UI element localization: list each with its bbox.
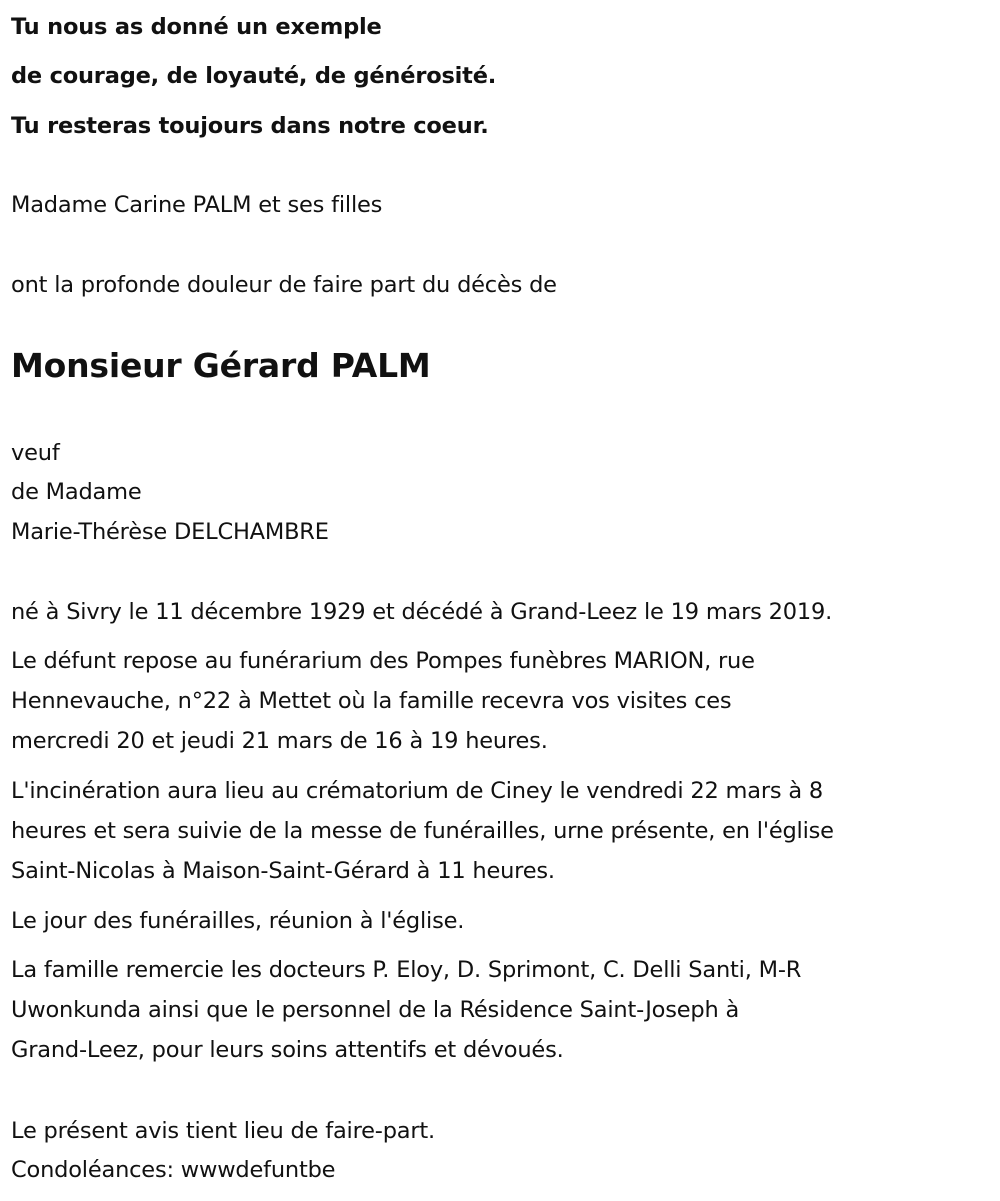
birth-death: né à Sivry le 11 décembre 1929 et décédé à Grand-Leez le 19 mars 2019. xyxy=(11,599,833,625)
deceased-name: Monsieur Gérard PALM xyxy=(11,346,431,385)
family-line: Madame Carine PALM et ses filles xyxy=(11,192,383,218)
widower-line: Marie-Thérèse DELCHAMBRE xyxy=(11,519,329,545)
paragraph-line: heures et sera suivie de la messe de funérailles, urne présente, en l'église xyxy=(11,818,834,844)
epigraph-line: de courage, de loyauté, de générosité. xyxy=(11,63,497,89)
epigraph-line: Tu resteras toujours dans notre coeur. xyxy=(11,113,489,139)
paragraph-line: Grand-Leez, pour leurs soins attentifs et dévoués. xyxy=(11,1037,564,1063)
widower-line: de Madame xyxy=(11,479,142,505)
paragraph-line: L'incinération aura lieu au crématorium de Ciney le vendredi 22 mars à 8 xyxy=(11,778,824,804)
paragraph-line: Saint-Nicolas à Maison-Saint-Gérard à 11 heures. xyxy=(11,858,555,884)
paragraph-line: mercredi 20 et jeudi 21 mars de 16 à 19 heures. xyxy=(11,728,548,754)
paragraph-line: La famille remercie les docteurs P. Eloy, D. Sprimont, C. Delli Santi, M-R xyxy=(11,957,802,983)
condolences-line: Condoléances: wwwdefuntbe xyxy=(11,1157,336,1183)
announcement-line: ont la profonde douleur de faire part du décès de xyxy=(11,272,557,298)
epigraph-line: Tu nous as donné un exemple xyxy=(11,14,382,40)
paragraph-line: Uwonkunda ainsi que le personnel de la Résidence Saint-Joseph à xyxy=(11,997,740,1023)
paragraph-line: Hennevauche, n°22 à Mettet où la famille recevra vos visites ces xyxy=(11,688,732,714)
closing-line: Le présent avis tient lieu de faire-part. xyxy=(11,1118,436,1144)
paragraph-line: Le défunt repose au funérarium des Pompes funèbres MARION, rue xyxy=(11,648,755,674)
meeting-line: Le jour des funérailles, réunion à l'église. xyxy=(11,908,465,934)
widower-line: veuf xyxy=(11,440,60,466)
